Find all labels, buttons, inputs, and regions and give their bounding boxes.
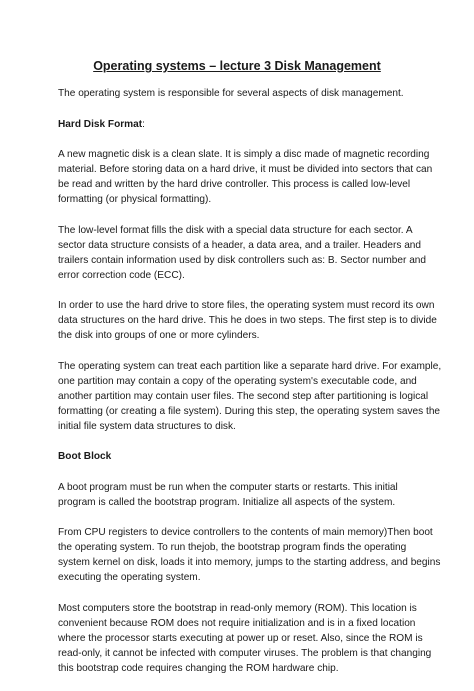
boot-block-heading <box>58 449 430 464</box>
document-body <box>58 86 442 691</box>
text-line: executing the operating system. <box>58 572 201 583</box>
heading-text: Boot Block <box>58 451 112 462</box>
text-line: where the processor starts executing at power up or reset. Also, since the ROM is <box>58 632 423 644</box>
text-line: convenient because ROM does not require initialization and is in a fixed location <box>58 617 416 629</box>
paragraph-rom <box>58 601 430 676</box>
text-line: read-only, it cannot be infected with computer viruses. The problem is that changing <box>58 647 432 659</box>
text-line: system kernel on disk, loads it into memory, jumps to the starting address, and begins <box>58 557 441 568</box>
text-line: In order to use the hard drive to store files, the operating system must record its own <box>58 300 435 311</box>
paragraph-sector-structure <box>58 223 430 283</box>
text-line: the disk into groups of one or more cylinders. <box>58 330 260 341</box>
heading-line <box>58 117 430 132</box>
text-line: formatting (or creating a file system). During this step, the operating system saves the <box>58 405 441 417</box>
text-line: data structures on the hard drive. This he does in two steps. The first step is to divide <box>58 315 437 326</box>
text-line: another partition may contain user files. The second step after partitioning is logical <box>58 390 429 402</box>
paragraph-partitioning <box>58 298 437 343</box>
text-line: From CPU registers to device controllers to the contents of main memory)Then boot <box>58 527 433 538</box>
heading-colon: : <box>142 118 145 130</box>
document-title: Operating systems – lecture 3 Disk Management <box>93 59 381 73</box>
text-line: trailers contain information used by disk controllers such as: B. Sector number and <box>58 254 427 266</box>
paragraph-boot-program <box>58 480 430 510</box>
text-line: A boot program must be run when the computer starts or restarts. This initial <box>58 481 398 493</box>
paragraph-low-level-format <box>58 147 433 207</box>
heading-text: Hard Disk Format <box>58 118 143 130</box>
paragraph-bootstrap <box>58 525 441 585</box>
intro-paragraph <box>58 86 430 101</box>
text-line: the operating system. To run thejob, the bootstrap program finds the operating <box>58 542 407 553</box>
text-line: sector data structure consists of a header, a data area, and a trailer. Headers and <box>58 239 422 251</box>
text-line: be read and written by the hard drive controller. This process is called low-level <box>58 179 411 190</box>
text-line: The operating system is responsible for several aspects of disk management. <box>58 88 404 99</box>
paragraph-logical-formatting <box>58 359 442 434</box>
text-line: this bootstrap code requires changing the ROM hardware chip. <box>58 662 339 674</box>
text-line: A new magnetic disk is a clean slate. It is simply a disc made of magnetic recording <box>58 149 430 160</box>
text-line: program is called the bootstrap program. Initialize all aspects of the system. <box>58 496 396 508</box>
text-line: error correction code (ECC). <box>58 269 185 281</box>
text-line: Most computers store the bootstrap in read-only memory (ROM). This location is <box>58 602 417 614</box>
text-line: The low-level format fills the disk with a special data structure for each sector. A <box>58 224 413 236</box>
text-line: The operating system can treat each partition like a separate hard drive. For example, <box>58 360 442 372</box>
text-line: one partition may contain a copy of the operating system's executable code, and <box>58 375 417 387</box>
text-line: formatting (or physical formatting). <box>58 194 212 205</box>
text-line: material. Before storing data on a hard drive, it must be divided into sectors that can <box>58 164 433 175</box>
text-line: initial file system data structures to disk. <box>58 420 236 432</box>
hard-disk-format-heading <box>58 117 430 132</box>
